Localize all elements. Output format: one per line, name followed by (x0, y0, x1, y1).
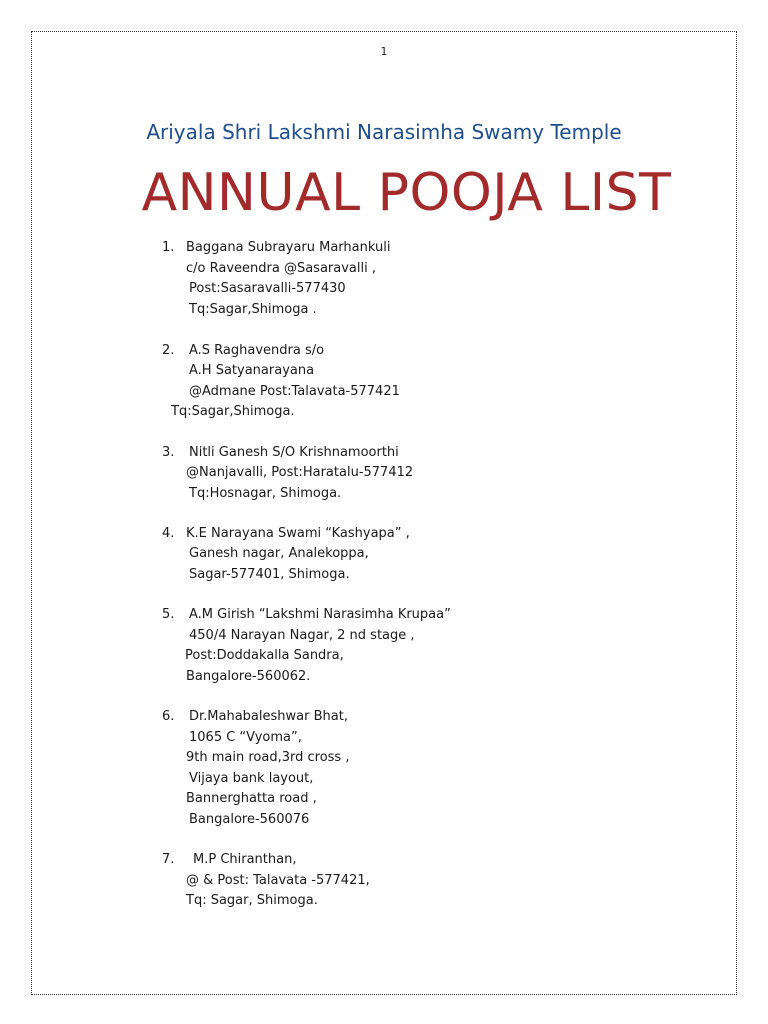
list-item-line: Post:Sasaravalli-577430 (189, 281, 346, 296)
list-item-line: @ & Post: Talavata -577421, (186, 873, 370, 888)
list-item-line: A.M Girish “Lakshmi Narasimha Krupaa” (189, 607, 451, 622)
list-item-line: Tq:Sagar,Shimoga. (171, 404, 295, 419)
list-item-line: @Nanjavalli, Post:Haratalu-577412 (186, 465, 414, 480)
list-item-line: Vijaya bank layout, (189, 771, 314, 786)
list-item-line: Post:Doddakalla Sandra, (185, 648, 344, 663)
list-item-line: Ganesh nagar, Analekoppa, (189, 546, 369, 561)
list-item-line: A.S Raghavendra s/o (189, 343, 325, 358)
list-item-number: 1. (162, 240, 175, 255)
list-item-line: 9th main road,3rd cross , (186, 750, 350, 765)
list-item-line: @Admane Post:Talavata-577421 (189, 384, 400, 399)
page-number: 1 (380, 45, 388, 58)
list-item-line: c/o Raveendra @Sasaravalli , (186, 261, 376, 276)
list-item-line: A.H Satyanarayana (189, 363, 315, 378)
list-item-number: 4. (162, 526, 175, 541)
list-item-line: Bangalore-560076 (189, 812, 310, 827)
list-item-number: 5. (162, 607, 175, 622)
list-item-number: 6. (162, 709, 175, 724)
list-item-number: 3. (162, 445, 175, 460)
list-item-line: M.P Chiranthan, (193, 852, 297, 867)
list-item-line: Bangalore-560062. (186, 669, 311, 684)
temple-name-heading: Ariyala Shri Lakshmi Narasimha Swamy Temple (146, 120, 622, 144)
list-item-line: Tq: Sagar, Shimoga. (186, 893, 318, 908)
list-item-line: Nitli Ganesh S/O Krishnamoorthi (189, 445, 399, 460)
list-item-line: Sagar-577401, Shimoga. (189, 567, 350, 582)
list-item-line: Baggana Subrayaru Marhankuli (186, 240, 391, 255)
list-item-line: Bannerghatta road , (186, 791, 317, 806)
list-item-line: 450/4 Narayan Nagar, 2 nd stage , (189, 628, 415, 643)
list-item-line: Dr.Mahabaleshwar Bhat, (189, 709, 348, 724)
list-item-line: Tq:Hosnagar, Shimoga. (189, 486, 342, 501)
list-item-line: K.E Narayana Swami “Kashyapa” , (186, 526, 410, 541)
list-item-number: 2. (162, 343, 175, 358)
page-title: ANNUAL POOJA LIST (141, 163, 672, 223)
list-item-line: Tq:Sagar,Shimoga . (189, 302, 317, 317)
list-item-line: 1065 C “Vyoma”, (189, 730, 302, 745)
list-item-number: 7. (162, 852, 175, 867)
